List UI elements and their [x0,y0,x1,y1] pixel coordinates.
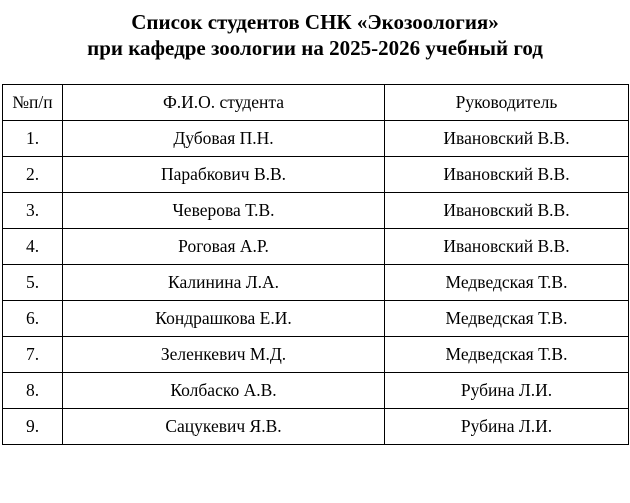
student-name: Кондрашкова Е.И. [63,301,385,337]
table-row [3,193,629,229]
title-line-1: Список студентов СНК «Экозоология» [131,10,499,34]
row-number: 4. [3,229,63,265]
supervisor-name: Медведская Т.В. [385,265,629,301]
table-row [3,265,629,301]
student-name: Парабкович В.В. [63,157,385,193]
table-row [3,121,629,157]
table-row [3,301,629,337]
supervisor-name: Ивановский В.В. [385,157,629,193]
student-name: Колбаско А.В. [63,373,385,409]
row-number: 2. [3,157,63,193]
table-row [3,157,629,193]
table-header-row [3,85,629,121]
row-number: 3. [3,193,63,229]
student-name: Чеверова Т.В. [63,193,385,229]
student-name: Роговая А.Р. [63,229,385,265]
student-name: Дубовая П.Н. [63,121,385,157]
table-row [3,229,629,265]
students-table [2,84,629,445]
supervisor-name: Рубина Л.И. [385,373,629,409]
row-number: 6. [3,301,63,337]
table-row [3,337,629,373]
row-number: 5. [3,265,63,301]
supervisor-name: Медведская Т.В. [385,337,629,373]
table-row [3,373,629,409]
supervisor-name: Ивановский В.В. [385,229,629,265]
row-number: 1. [3,121,63,157]
header-supervisor: Руководитель [385,85,629,121]
student-name: Сацукевич Я.В. [63,409,385,445]
row-number: 7. [3,337,63,373]
row-number: 9. [3,409,63,445]
supervisor-name: Медведская Т.В. [385,301,629,337]
supervisor-name: Рубина Л.И. [385,409,629,445]
header-student-name: Ф.И.О. студента [63,85,385,121]
student-name: Зеленкевич М.Д. [63,337,385,373]
header-number: №п/п [3,85,63,121]
student-name: Калинина Л.А. [63,265,385,301]
title-line-2: при кафедре зоологии на 2025-2026 учебный год [87,36,543,60]
table-row [3,409,629,445]
supervisor-name: Ивановский В.В. [385,193,629,229]
document-title [0,9,630,61]
supervisor-name: Ивановский В.В. [385,121,629,157]
row-number: 8. [3,373,63,409]
